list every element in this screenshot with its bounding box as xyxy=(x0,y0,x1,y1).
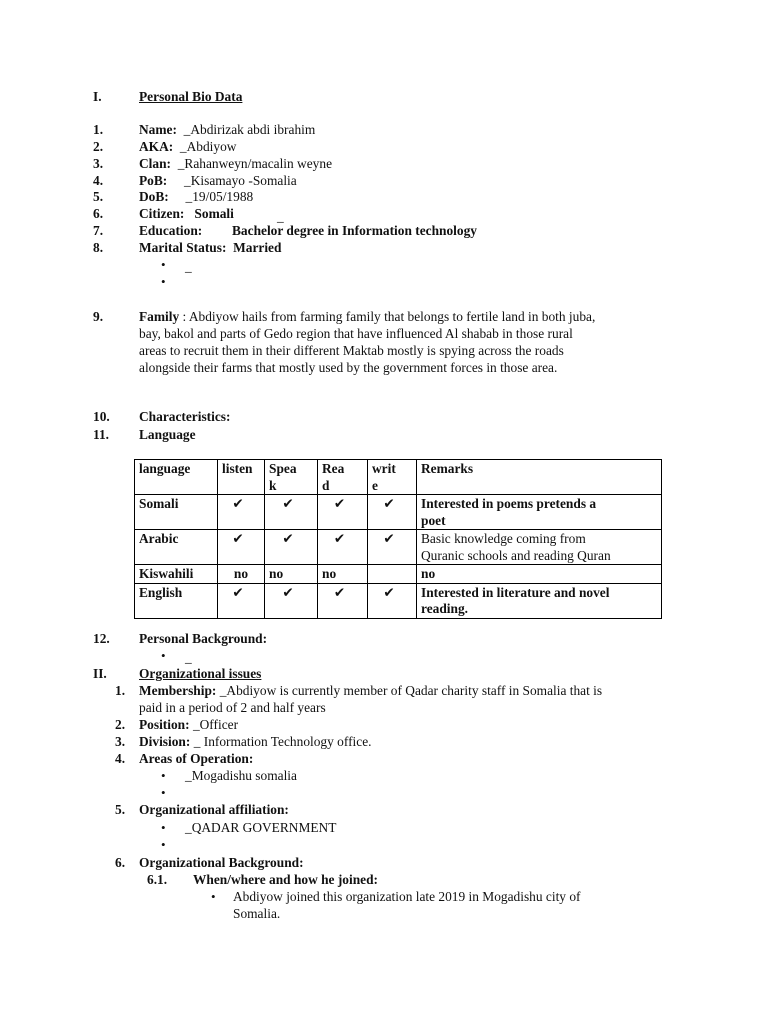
field-label: Citizen: xyxy=(139,206,185,221)
paragraph-line: Somalia. xyxy=(233,906,281,921)
check-icon: ✔ xyxy=(265,583,318,618)
list-number: 6. xyxy=(115,855,126,870)
table-row xyxy=(135,530,662,565)
field-value: Bachelor degree in Information technology xyxy=(232,223,477,238)
table-cell-remarks: Interested in literature and novel reading. xyxy=(417,583,662,618)
field-value: _Abdiyow xyxy=(179,139,237,154)
bullet-icon: • xyxy=(161,257,166,272)
check-icon: ✔ xyxy=(368,495,417,530)
field-value: Somali xyxy=(194,206,234,221)
paragraph-line: bay, bakol and parts of Gedo region that have influenced Al shabab in those rural xyxy=(139,326,573,341)
section-number: I. xyxy=(93,89,102,104)
field-label: AKA: xyxy=(139,139,174,154)
heading-affiliation: Organizational affiliation: xyxy=(139,802,289,817)
heading-joined: When/where and how he joined: xyxy=(193,872,379,887)
field-value: Married xyxy=(233,240,282,255)
check-icon: ✔ xyxy=(318,530,368,565)
list-number: 3. xyxy=(115,734,126,749)
field-value: _19/05/1988 xyxy=(185,189,254,204)
bullet-icon: • xyxy=(211,889,216,904)
check-icon: ✔ xyxy=(218,530,265,565)
section-title: Personal Bio Data xyxy=(139,89,243,104)
heading-org-background: Organizational Background: xyxy=(139,855,304,870)
table-header: listen xyxy=(218,460,265,495)
list-item xyxy=(139,189,253,205)
table-row xyxy=(135,495,662,530)
bullet-icon: • xyxy=(161,768,166,783)
field-label: PoB: xyxy=(139,173,168,188)
table-cell: no xyxy=(318,565,368,584)
table-cell-remarks: Interested in poems pretends a poet xyxy=(417,495,662,530)
list-number: 3. xyxy=(93,156,104,171)
list-item xyxy=(139,156,332,172)
field-label: DoB: xyxy=(139,189,169,204)
paragraph-line: paid in a period of 2 and half years xyxy=(139,700,326,715)
field-label: Marital Status: xyxy=(139,240,227,255)
section-title: Organizational issues xyxy=(139,666,262,681)
list-number: 2. xyxy=(115,717,126,732)
list-number: 7. xyxy=(93,223,104,238)
paragraph-line: alongside their farms that mostly used by the government forces in those area. xyxy=(139,360,558,375)
list-number: 1. xyxy=(115,683,126,698)
table-cell: no xyxy=(265,565,318,584)
field-label: Division: xyxy=(139,734,191,749)
list-number: 1. xyxy=(93,122,104,137)
table-cell-remarks: Basic knowledge coming from Quranic schools and reading Quran xyxy=(417,530,662,565)
list-item xyxy=(139,734,372,750)
field-label: Position: xyxy=(139,717,190,732)
list-number: 4. xyxy=(93,173,104,188)
list-item xyxy=(139,717,238,733)
list-item xyxy=(139,122,315,138)
list-item xyxy=(139,139,236,155)
field-value: _Rahanweyn/macalin weyne xyxy=(177,156,333,171)
bullet-text: _Mogadishu somalia xyxy=(185,768,297,783)
table-cell: no xyxy=(218,565,265,584)
check-icon: ✔ xyxy=(218,583,265,618)
list-item xyxy=(139,683,602,699)
paragraph-line: Abdiyow joined this organization late 2019 in Mogadishu city of xyxy=(233,889,581,904)
list-number: 5. xyxy=(115,802,126,817)
check-icon: ✔ xyxy=(318,495,368,530)
field-value: _ Information Technology office. xyxy=(190,734,372,749)
heading-personal-background: Personal Background: xyxy=(139,631,268,646)
list-number: 5. xyxy=(93,189,104,204)
paragraph-line: areas to recruit them in their different Maktab mostly is spying across the roads xyxy=(139,343,564,358)
check-icon: ✔ xyxy=(318,583,368,618)
field-label: Name: xyxy=(139,122,177,137)
heading-areas: Areas of Operation: xyxy=(139,751,254,766)
paragraph-line: : Abdiyow hails from farming family that belongs to fertile land in both juba, xyxy=(179,309,596,324)
table-cell xyxy=(368,565,417,584)
list-number: 6.1. xyxy=(147,872,168,887)
paragraph-line: _Abdiyow is currently member of Qadar charity staff in Somalia that is xyxy=(216,683,603,698)
table-header-row xyxy=(135,460,662,495)
table-cell-remarks: no xyxy=(417,565,662,584)
list-item xyxy=(139,240,281,256)
field-value: _Abdirizak abdi ibrahim xyxy=(183,122,316,137)
table-cell-language: Somali xyxy=(135,495,218,530)
language-table xyxy=(134,459,662,619)
field-label: Clan: xyxy=(139,156,171,171)
check-icon: ✔ xyxy=(218,495,265,530)
table-header: Remarks xyxy=(417,460,662,495)
list-item xyxy=(139,173,297,189)
bullet-text: _ xyxy=(185,259,192,274)
table-header: Spea k xyxy=(265,460,318,495)
field-label: Education: xyxy=(139,223,203,238)
heading-language: Language xyxy=(139,427,196,442)
table-cell-language: English xyxy=(135,583,218,618)
list-number: 9. xyxy=(93,309,104,324)
list-number: 10. xyxy=(93,409,110,424)
list-number: 4. xyxy=(115,751,126,766)
table-cell-language: Arabic xyxy=(135,530,218,565)
list-number: 11. xyxy=(93,427,109,442)
table-row xyxy=(135,583,662,618)
bullet-text: _QADAR GOVERNMENT xyxy=(185,820,337,835)
table-row xyxy=(135,565,662,584)
bullet-icon: • xyxy=(161,820,166,835)
field-label: Family xyxy=(139,309,180,324)
bullet-icon: • xyxy=(161,648,166,663)
list-item xyxy=(139,206,234,222)
check-icon: ✔ xyxy=(368,583,417,618)
field-value: _Officer xyxy=(189,717,239,732)
list-number: 12. xyxy=(93,631,110,646)
check-icon: ✔ xyxy=(368,530,417,565)
bullet-icon: • xyxy=(161,785,166,800)
field-label: Membership: xyxy=(139,683,217,698)
list-number: 8. xyxy=(93,240,104,255)
list-number: 2. xyxy=(93,139,104,154)
list-number: 6. xyxy=(93,206,104,221)
field-value: _Kisamayo -Somalia xyxy=(184,173,297,188)
check-icon: ✔ xyxy=(265,530,318,565)
table-header: language xyxy=(135,460,218,495)
bullet-text: _ xyxy=(185,650,192,665)
check-icon: ✔ xyxy=(265,495,318,530)
table-header: Rea d xyxy=(318,460,368,495)
trailing-mark: _ xyxy=(277,209,284,224)
heading-characteristics: Characteristics: xyxy=(139,409,231,424)
family-paragraph xyxy=(139,309,595,325)
bullet-icon: • xyxy=(161,837,166,852)
section-number: II. xyxy=(93,666,107,681)
table-cell-language: Kiswahili xyxy=(135,565,218,584)
bullet-icon: • xyxy=(161,274,166,289)
table-header: writ e xyxy=(368,460,417,495)
